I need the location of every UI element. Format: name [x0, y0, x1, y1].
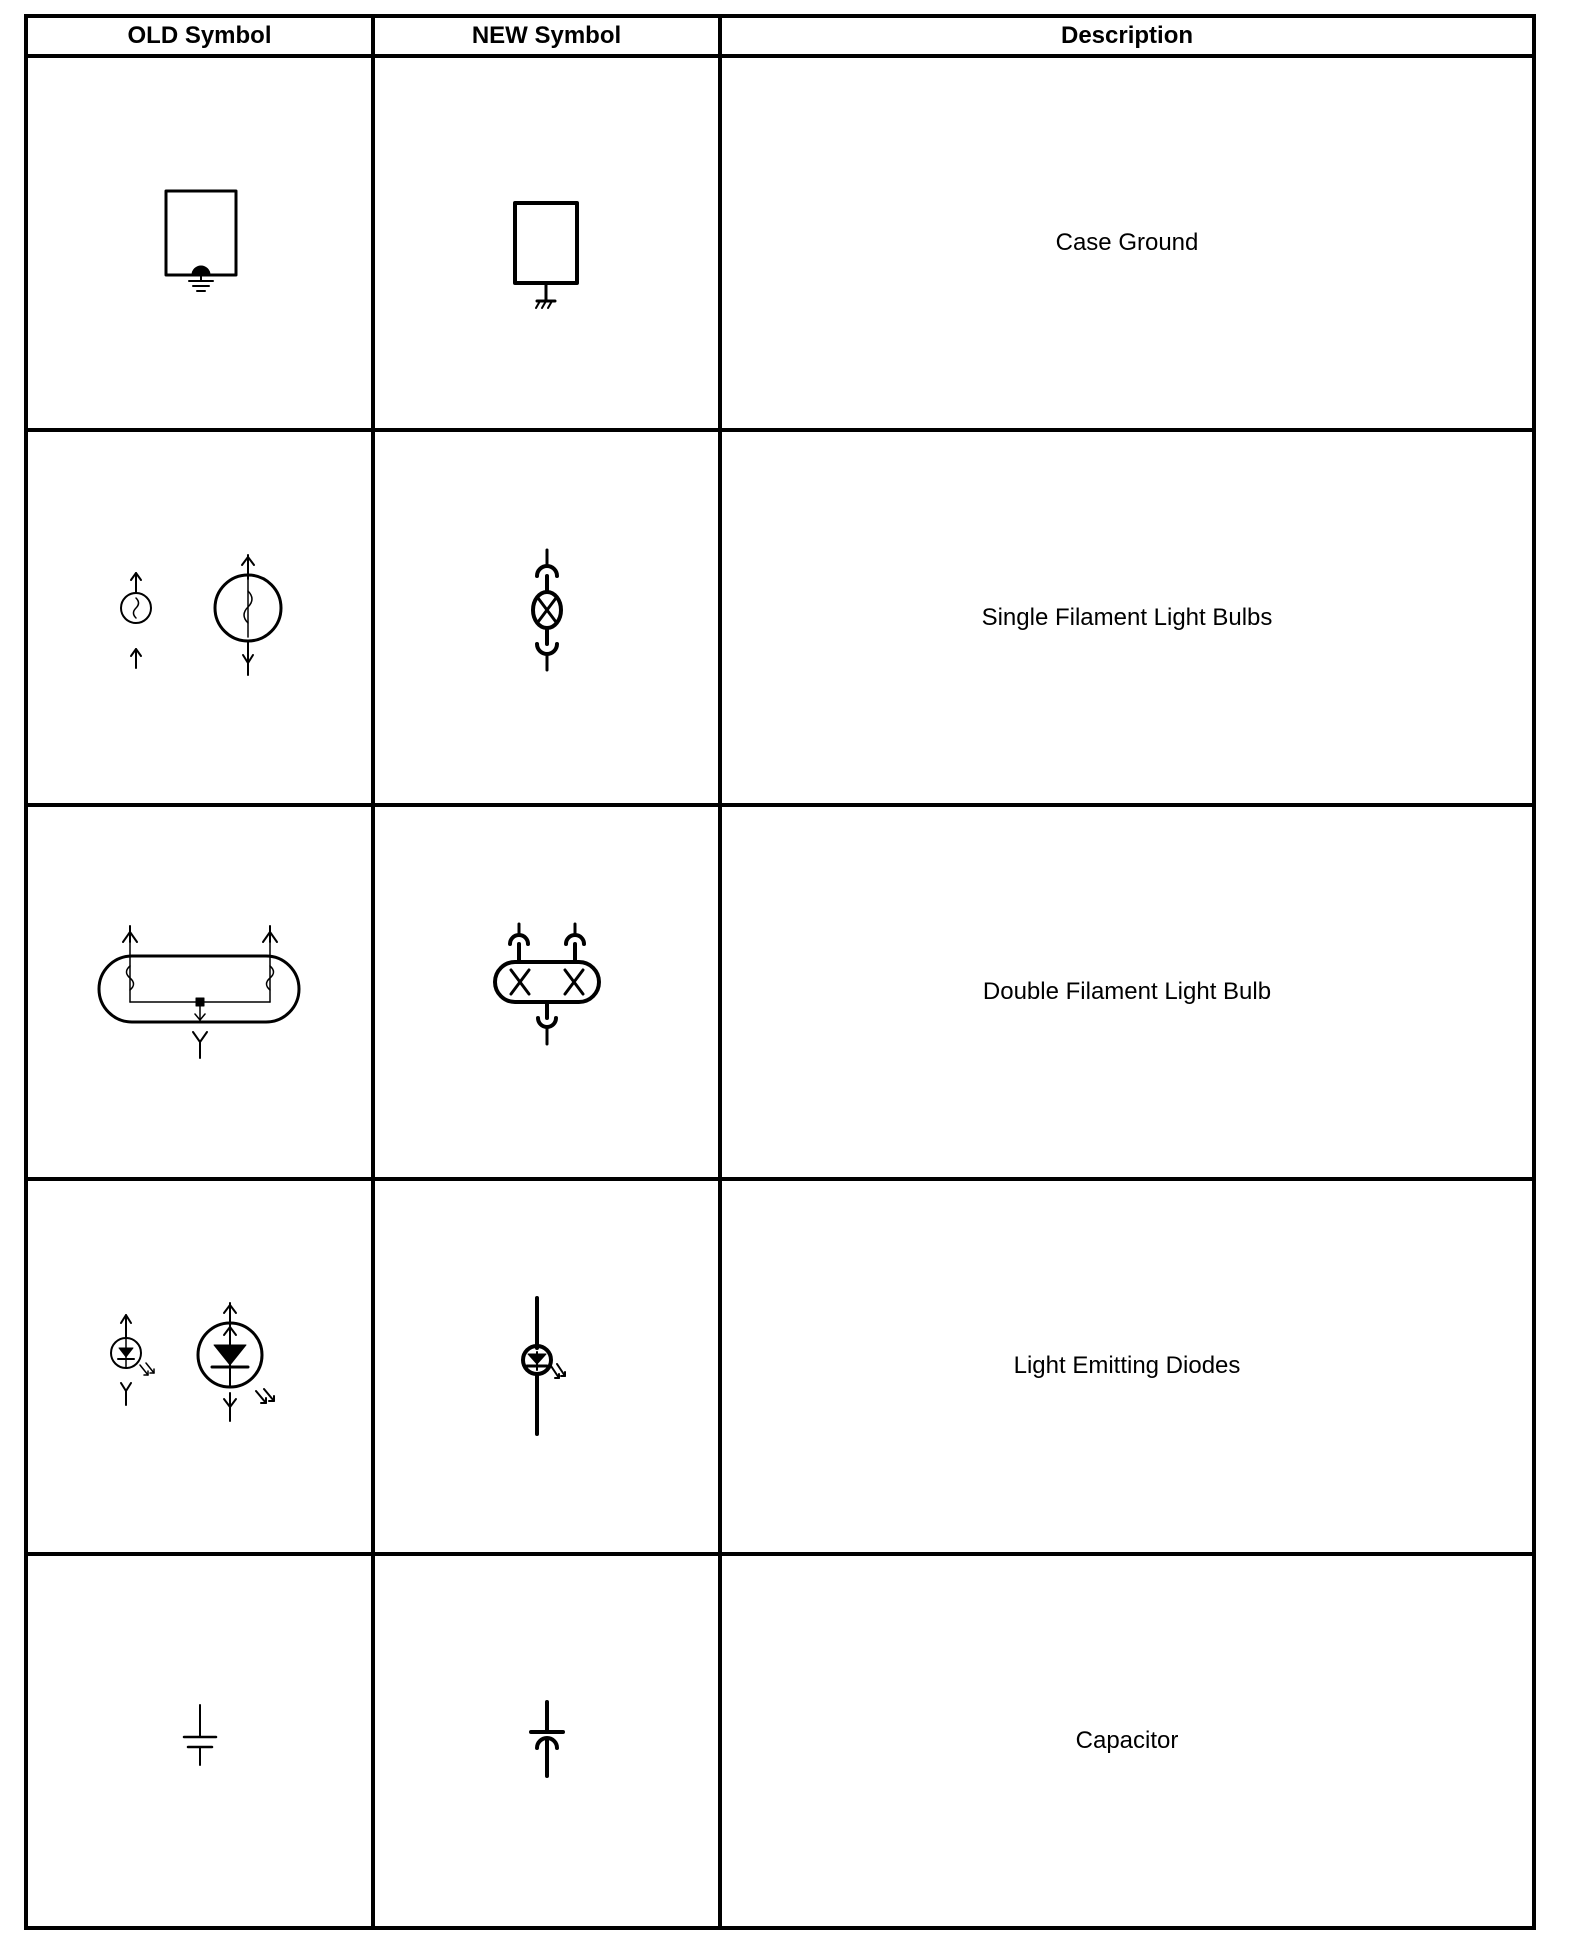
header-row	[26, 16, 1534, 56]
old-symbol-cell	[26, 805, 373, 1179]
description-text: Case Ground	[1055, 229, 1199, 257]
description-cell	[720, 805, 1534, 1179]
single-filament-bulbs-old-icon	[100, 553, 300, 683]
capacitor-new-icon	[507, 1696, 587, 1786]
description-text: Light Emitting Diodes	[1013, 1352, 1241, 1380]
description-cell	[720, 430, 1534, 804]
symbol-comparison-table	[24, 14, 1536, 1930]
capacitor-old-icon	[160, 1701, 240, 1781]
header-old-symbol: OLD Symbol	[26, 16, 373, 56]
description-text: Double Filament Light Bulb	[982, 977, 1272, 1005]
new-symbol-cell	[373, 805, 720, 1179]
new-symbol-cell	[373, 1554, 720, 1928]
case-ground-new-icon	[487, 173, 607, 313]
description-cell	[720, 1179, 1534, 1553]
led-new-icon	[497, 1296, 597, 1436]
new-symbol-cell	[373, 56, 720, 430]
old-symbol-cell	[26, 56, 373, 430]
table-row	[26, 805, 1534, 1179]
table-row	[26, 1179, 1534, 1553]
single-filament-bulb-new-icon	[507, 548, 587, 688]
old-symbol-cell	[26, 430, 373, 804]
description-cell	[720, 56, 1534, 430]
case-ground-old-icon	[140, 183, 260, 303]
double-filament-bulb-new-icon	[487, 922, 607, 1062]
description-text: Single Filament Light Bulbs	[981, 603, 1273, 631]
table-row	[26, 56, 1534, 430]
old-symbol-cell	[26, 1554, 373, 1928]
table-row	[26, 430, 1534, 804]
header-new-symbol: NEW Symbol	[373, 16, 720, 56]
description-text: Capacitor	[1075, 1726, 1179, 1754]
new-symbol-cell	[373, 1179, 720, 1553]
double-filament-bulb-old-icon	[95, 922, 305, 1062]
description-cell	[720, 1554, 1534, 1928]
old-symbol-cell	[26, 1179, 373, 1553]
table-row	[26, 1554, 1534, 1928]
new-symbol-cell	[373, 430, 720, 804]
header-description: Description	[720, 16, 1534, 56]
led-old-icon	[90, 1301, 310, 1431]
